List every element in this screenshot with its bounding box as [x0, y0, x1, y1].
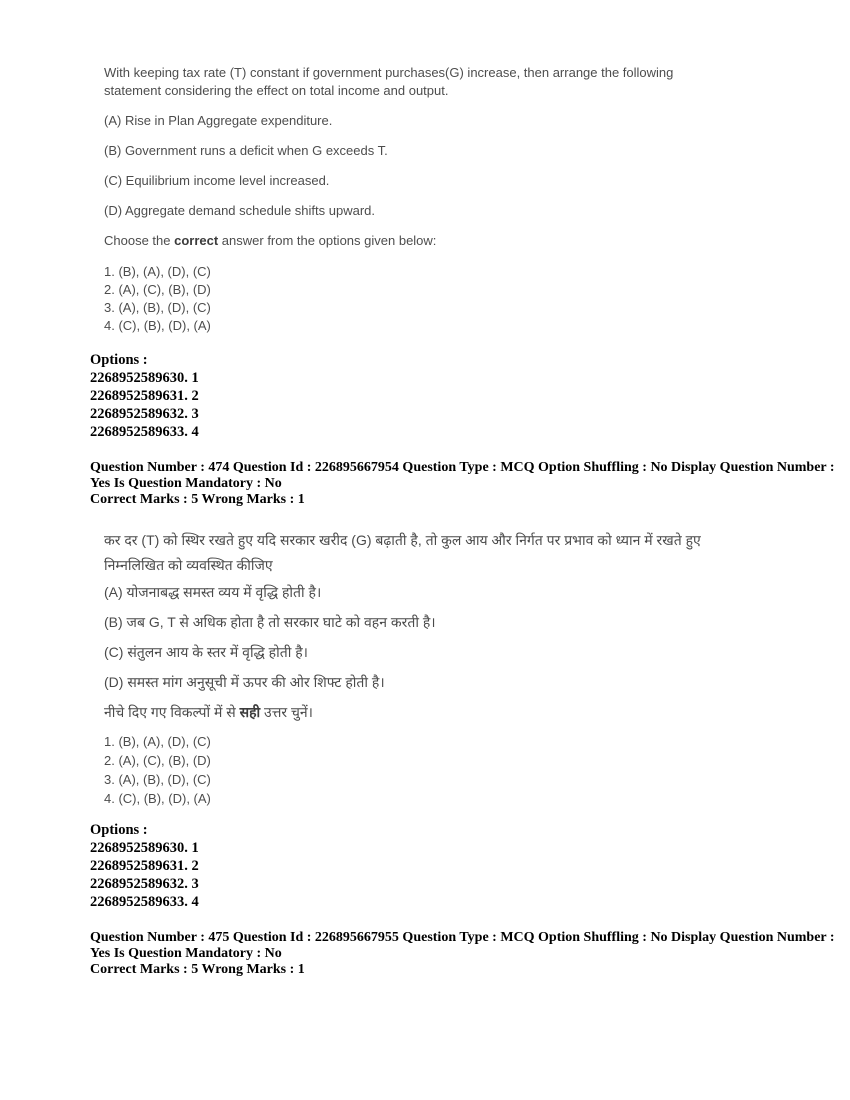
choice-1: 1. (B), (A), (D), (C) — [104, 264, 211, 279]
options-label: Options : — [90, 822, 148, 838]
option-id-row: 2268952589633. 4 — [90, 424, 199, 440]
choose-instruction-hindi — [104, 702, 732, 722]
statement-a-english: (A) Rise in Plan Aggregate expenditure. — [104, 113, 333, 128]
choice-2: 2. (A), (C), (B), (D) — [104, 753, 211, 768]
statement-d-hindi: (D) समस्त मांग अनुसूची में ऊपर की ओर शिफ्ट होती है। — [104, 674, 385, 690]
options-label: Options : — [90, 352, 148, 368]
marks-line: Correct Marks : 5 Wrong Marks : 1 — [90, 492, 305, 507]
choose-bold-word-hindi: सही — [239, 704, 261, 720]
option-id-row: 2268952589631. 2 — [90, 858, 199, 874]
choice-4: 4. (C), (B), (D), (A) — [104, 791, 211, 806]
option-id-row: 2268952589631. 2 — [90, 388, 199, 404]
options-id-block-2 — [90, 821, 845, 911]
question-hindi-block — [104, 528, 732, 808]
question-text-hindi: कर दर (T) को स्थिर रखते हुए यदि सरकार खरीद (G) बढ़ाती है, तो कुल आय और निर्गत पर प्रभाव को ध्यान में रखते हुए निम्नलिखित को व्यवस्थित कीजिए — [104, 532, 701, 573]
choice-3: 3. (A), (B), (D), (C) — [104, 300, 211, 315]
question-475-metadata — [90, 930, 845, 978]
choice-3: 3. (A), (B), (D), (C) — [104, 772, 211, 787]
statement-d-english: (D) Aggregate demand schedule shifts upward. — [104, 203, 375, 218]
statement-c-hindi: (C) संतुलन आय के स्तर में वृद्धि होती है। — [104, 644, 308, 660]
choose-prefix: Choose the — [104, 233, 175, 248]
question-meta-line: Question Number : 475 Question Id : 226895667955 Question Type : MCQ Option Shuffling : No Display Question Number : Yes Is Question Mandatory : No — [90, 930, 835, 961]
choice-4: 4. (C), (B), (D), (A) — [104, 318, 211, 333]
choose-suffix-hindi: उत्तर चुनें। — [260, 704, 313, 720]
choose-instruction-english — [104, 232, 696, 250]
question-474-metadata — [90, 460, 845, 508]
question-english-block — [104, 64, 696, 335]
statement-b-english: (B) Government runs a deficit when G exceeds T. — [104, 143, 388, 158]
option-id-row: 2268952589630. 1 — [90, 840, 199, 856]
answer-choices-english — [104, 263, 696, 335]
choice-2: 2. (A), (C), (B), (D) — [104, 282, 211, 297]
choose-bold-word: correct — [174, 233, 219, 248]
option-id-row: 2268952589632. 3 — [90, 876, 199, 892]
choose-prefix-hindi: नीचे दिए गए विकल्पों में से — [104, 704, 240, 720]
statement-b-hindi: (B) जब G, T से अधिक होता है तो सरकार घाटे को वहन करती है। — [104, 614, 436, 630]
option-id-row: 2268952589632. 3 — [90, 406, 199, 422]
statement-c-english: (C) Equilibrium income level increased. — [104, 173, 330, 188]
statement-a-hindi: (A) योजनाबद्ध समस्त व्यय में वृद्धि होती है। — [104, 584, 322, 600]
options-id-block-1 — [90, 351, 845, 441]
question-meta-line: Question Number : 474 Question Id : 226895667954 Question Type : MCQ Option Shuffling : No Display Question Number : Yes Is Question Mandatory : No — [90, 460, 835, 491]
option-id-row: 2268952589633. 4 — [90, 894, 199, 910]
choose-suffix: answer from the options given below: — [218, 233, 437, 248]
marks-line: Correct Marks : 5 Wrong Marks : 1 — [90, 962, 305, 977]
option-id-row: 2268952589630. 1 — [90, 370, 199, 386]
question-text-english: With keeping tax rate (T) constant if government purchases(G) increase, then arrange the following statement considering the effect on total income and output. — [104, 65, 674, 98]
choice-1: 1. (B), (A), (D), (C) — [104, 734, 211, 749]
answer-choices-hindi — [104, 732, 732, 808]
